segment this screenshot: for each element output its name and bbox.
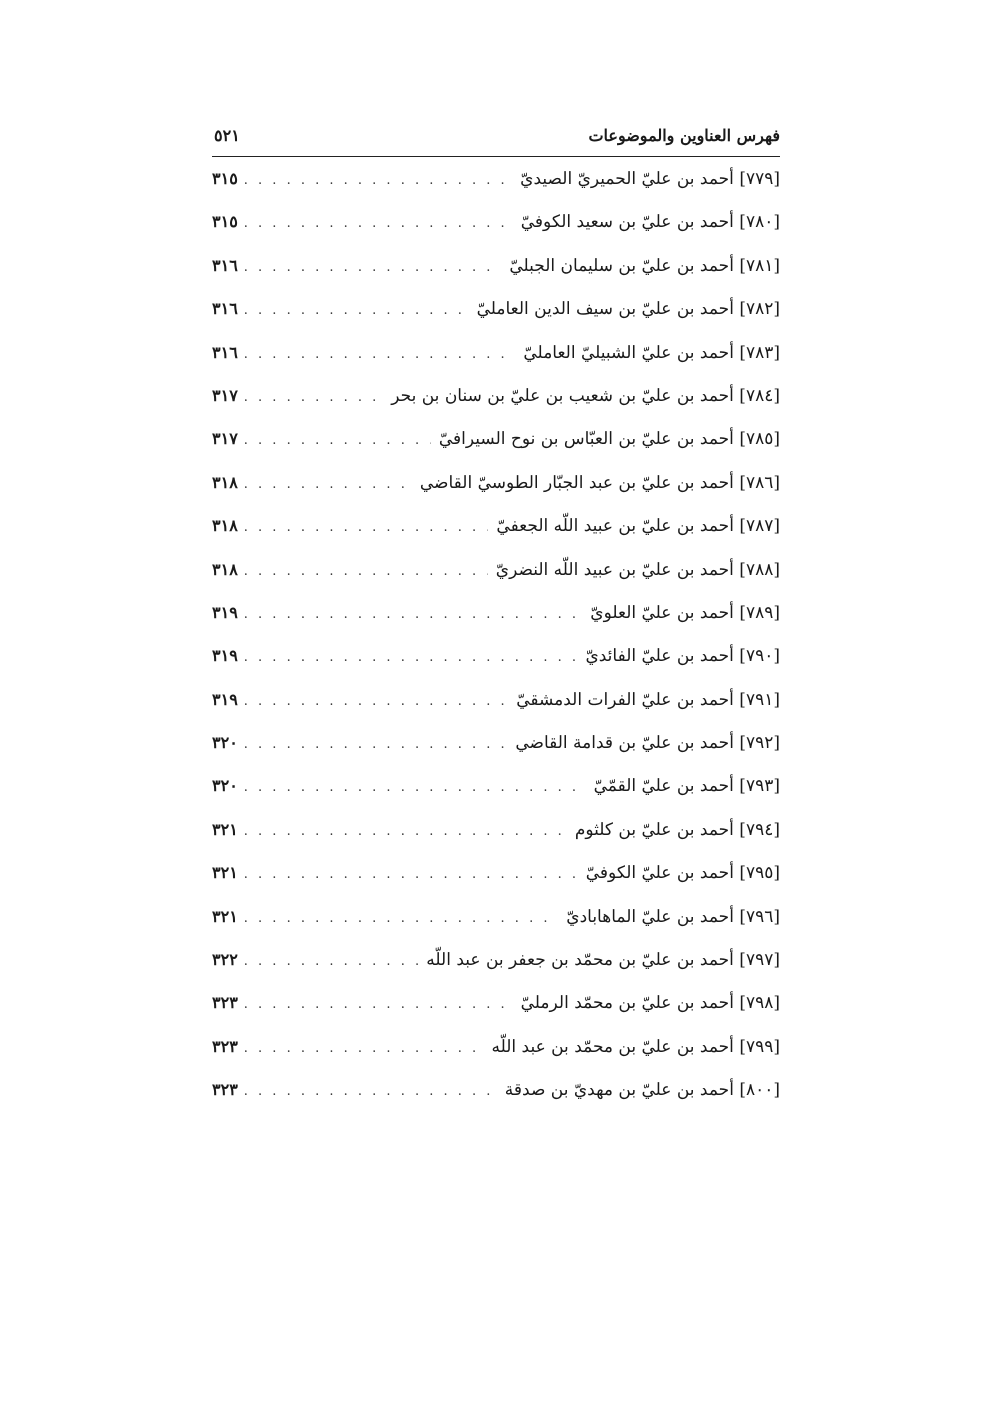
entry-title: [٧٨٧] أحمد بن عليّ بن عبيد اللّه الجعفيّ (496, 516, 780, 537)
entry-page-number: ٣١٨ (212, 472, 238, 492)
dot-leader (244, 433, 431, 448)
dot-leader (244, 347, 516, 362)
entry-title: [٧٨١] أحمد بن عليّ بن سليمان الجبليّ (509, 255, 780, 276)
header-title: فهرس العناوين والموضوعات (588, 126, 780, 145)
entry-page-number: ٣١٨ (212, 516, 238, 536)
entry-page-number: ٣٢٢ (212, 950, 238, 970)
index-entry (212, 343, 780, 386)
entry-title: [٧٨٢] أحمد بن عليّ بن سيف الدين العامليّ (476, 299, 780, 320)
entry-title: [٧٩٣] أحمد بن عليّ القمّيّ (593, 776, 780, 797)
entry-page-number: ٣١٨ (212, 559, 238, 579)
entry-page-number: ٣٢١ (212, 906, 238, 926)
index-entry (212, 950, 780, 993)
index-entry (212, 169, 780, 212)
entry-title: [٧٩٧] أحمد بن عليّ بن محمّد بن جعفر بن عبد اللّه (426, 950, 780, 971)
entry-title: [٧٨٤] أحمد بن عليّ بن شعيب بن عليّ بن سنان بن بحر (391, 385, 780, 406)
index-entry (212, 1037, 780, 1080)
index-entry (212, 299, 780, 342)
entry-page-number: ٣٢١ (212, 863, 238, 883)
dot-leader (244, 607, 583, 622)
entry-title: [٧٨٩] أحمد بن عليّ العلويّ (590, 602, 780, 623)
dot-leader (244, 1041, 484, 1056)
index-entry (212, 776, 780, 819)
entry-title: [٧٩٥] أحمد بن عليّ الكوفيّ (585, 863, 780, 884)
entry-title: [٧٨٨] أحمد بن عليّ بن عبيد اللّه النضريّ (495, 559, 780, 580)
entry-page-number: ٣١٩ (212, 689, 238, 709)
index-entry (212, 646, 780, 689)
index-entry (212, 212, 780, 255)
entry-page-number: ٣١٦ (212, 255, 238, 275)
entry-title: [٧٨٠] أحمد بن عليّ بن سعيد الكوفيّ (520, 212, 780, 233)
index-entries-list (212, 169, 780, 1124)
entry-title: [٧٩٢] أحمد بن عليّ بن قدامة القاضي (515, 733, 780, 754)
index-entry (212, 820, 780, 863)
index-entry (212, 907, 780, 950)
entry-page-number: ٣١٧ (212, 429, 238, 449)
entry-page-number: ٣١٦ (212, 299, 238, 319)
dot-leader (244, 780, 586, 795)
entry-page-number: ٣١٥ (212, 169, 238, 188)
entry-page-number: ٣٢٠ (212, 776, 238, 796)
dot-leader (244, 564, 488, 579)
index-entry (212, 516, 780, 559)
dot-leader (244, 997, 513, 1012)
index-entry (212, 473, 780, 516)
document-page (212, 118, 780, 1124)
dot-leader (244, 650, 578, 665)
dot-leader (244, 520, 489, 535)
index-entry (212, 603, 780, 646)
index-entry (212, 863, 780, 906)
index-entry (212, 560, 780, 603)
index-entry (212, 993, 780, 1036)
dot-leader (244, 216, 513, 231)
entry-page-number: ٣٢٠ (212, 733, 238, 753)
header-page-number: ٥٢١ (214, 126, 240, 145)
entry-title: [٧٩٨] أحمد بن عليّ بن محمّد الرمليّ (520, 993, 780, 1014)
dot-leader (244, 824, 567, 839)
entry-title: [٨٠٠] أحمد بن عليّ بن مهديّ بن صدقة (504, 1080, 780, 1101)
index-entry (212, 1080, 780, 1123)
dot-leader (244, 1084, 497, 1099)
dot-leader (244, 737, 508, 752)
index-entry (212, 690, 780, 733)
dot-leader (244, 390, 383, 405)
entry-page-number: ٣٢١ (212, 819, 238, 839)
entry-title: [٧٩٠] أحمد بن عليّ الفائديّ (585, 646, 780, 667)
entry-page-number: ٣١٥ (212, 212, 238, 232)
entry-title: [٧٨٣] أحمد بن عليّ الشبيليّ العامليّ (523, 342, 780, 363)
index-entry (212, 256, 780, 299)
dot-leader (244, 867, 578, 882)
dot-leader (244, 173, 512, 188)
index-entry (212, 386, 780, 429)
entry-page-number: ٣٢٣ (212, 1080, 238, 1100)
dot-leader (244, 694, 508, 709)
entry-title: [٧٩٩] أحمد بن عليّ بن محمّد بن عبد اللّه (491, 1036, 780, 1057)
dot-leader (244, 954, 419, 969)
dot-leader (244, 477, 412, 492)
index-entry (212, 429, 780, 472)
entry-page-number: ٣١٩ (212, 646, 238, 666)
entry-page-number: ٣١٩ (212, 602, 238, 622)
dot-leader (244, 911, 558, 926)
dot-leader (244, 260, 502, 275)
entry-page-number: ٣٢٣ (212, 993, 238, 1013)
entry-page-number: ٣٢٣ (212, 1036, 238, 1056)
dot-leader (244, 303, 469, 318)
entry-title: [٧٨٦] أحمد بن عليّ بن عبد الجبّار الطوسيّ القاضي (419, 472, 780, 493)
entry-title: [٧٩١] أحمد بن عليّ الفرات الدمشقيّ (516, 689, 780, 710)
entry-title: [٧٨٥] أحمد بن عليّ بن العبّاس بن نوح السيرافيّ (438, 429, 780, 450)
entry-page-number: ٣١٦ (212, 342, 238, 362)
entry-page-number: ٣١٧ (212, 385, 238, 405)
entry-title: [٧٩٦] أحمد بن عليّ الماهاباديّ (566, 906, 780, 927)
index-entry (212, 733, 780, 776)
running-header (212, 118, 780, 157)
entry-title: [٧٧٩] أحمد بن عليّ الحميريّ الصيديّ (520, 169, 780, 189)
entry-title: [٧٩٤] أحمد بن عليّ بن كلثوم (574, 819, 780, 840)
